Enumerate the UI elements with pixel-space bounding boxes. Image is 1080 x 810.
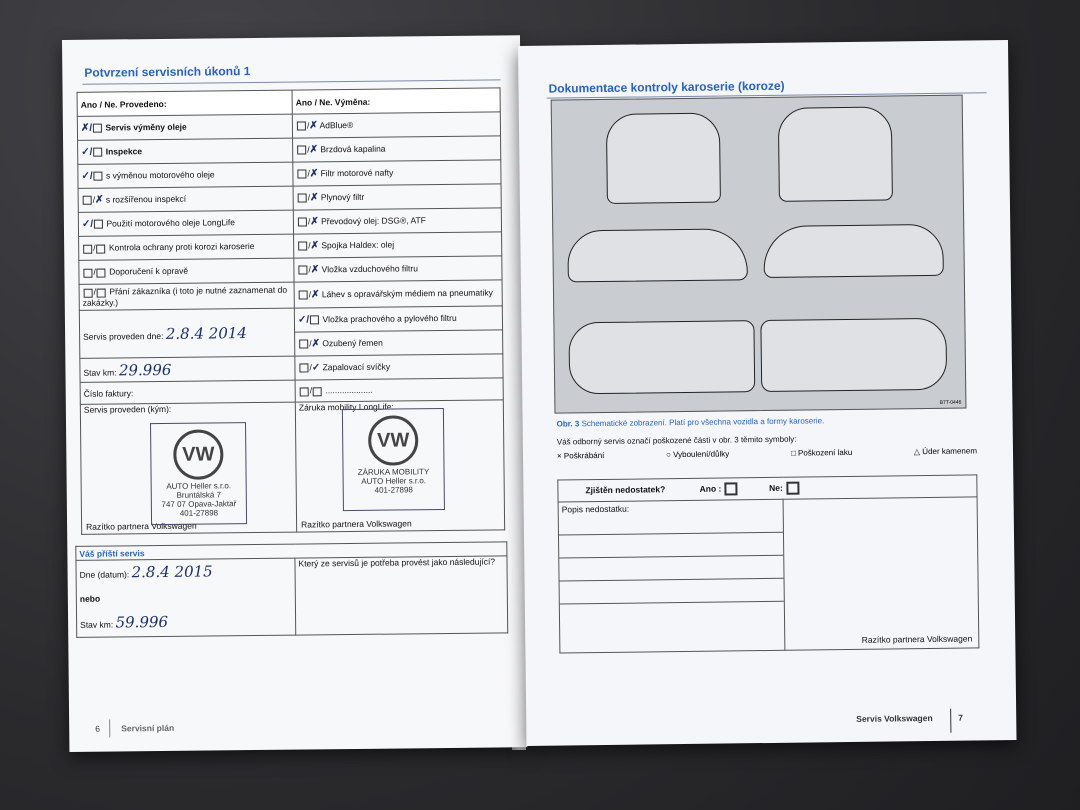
checkbox-icon xyxy=(84,288,93,297)
checkbox-icon xyxy=(299,340,308,349)
page-number: 7 xyxy=(958,712,964,723)
stamp-label: Razítko partnera Volkswagen xyxy=(301,518,412,530)
col1-header: Ano / Ne. Provedeno: xyxy=(77,90,292,116)
mobility-cell: Záruka mobility LongLife: Razítko partnera Volkswagen xyxy=(295,400,504,532)
title-rule xyxy=(82,79,500,84)
vw-logo-icon: VW xyxy=(368,415,419,466)
table-row[interactable]: /✗ s rozšířenou inspekcí xyxy=(78,186,293,212)
checkbox-icon xyxy=(83,244,92,253)
symbol-instructions: Váš odborný servis označí poškozené části v obr. 3 těmito symboly: xyxy=(556,434,797,447)
km-cell[interactable]: Stav km: 29.996 xyxy=(80,356,295,382)
cross-icon: ✗ xyxy=(309,120,318,132)
table-row[interactable]: /✗ Spojka Haldex: olej xyxy=(294,232,502,258)
checkbox-icon xyxy=(97,268,106,277)
stone-chip-symbol: △ Úder kamenem xyxy=(913,446,978,457)
car-underbody-view xyxy=(760,318,947,392)
table-row[interactable]: /✗ AdBlue® xyxy=(292,112,500,138)
checkbox-icon xyxy=(313,387,322,396)
car-top-view xyxy=(568,320,755,394)
table-row[interactable]: /✗ Ozubený řemen xyxy=(295,330,503,356)
serviced-by-cell: Servis proveden (kým): Razítko partnera Volkswagen xyxy=(80,402,296,534)
table-row[interactable]: /✗ Vložka vzduchového filtru xyxy=(294,256,502,282)
scratch-symbol: × Poškrábání xyxy=(556,450,605,461)
checkbox-icon xyxy=(298,266,307,275)
table-row[interactable]: /✗ Převodový olej: DSG®, ATF xyxy=(293,208,501,234)
checkbox-icon xyxy=(298,242,307,251)
next-service-fields[interactable]: Dne (datum): 2.8.4 2015 nebo Stav km: 59.996 xyxy=(76,558,296,637)
paint-damage-symbol: □ Poškození laku xyxy=(790,447,853,458)
next-date-value: 2.8.4 2015 xyxy=(131,562,213,582)
defect-question-row: Zjištěn nedostatek? Ano : Ne: xyxy=(558,475,977,502)
cross-icon: ✗ xyxy=(311,289,320,301)
km-value: 29.996 xyxy=(118,360,172,379)
checkbox-icon xyxy=(298,194,307,203)
table-row[interactable]: /✗ Láhev s opravářským médiem na pneumatiky xyxy=(294,280,502,308)
invoice-cell[interactable]: Číslo faktury: xyxy=(80,380,295,404)
page-number: 6 xyxy=(95,723,101,734)
checkbox-icon xyxy=(297,122,306,131)
table-row[interactable]: ✓/ s výměnou motorového oleje xyxy=(78,162,293,188)
page-title: Dokumentace kontroly karoserie (koroze) xyxy=(548,78,785,96)
checkbox-icon xyxy=(297,146,306,155)
checkbox-icon xyxy=(83,196,92,205)
checkmark-icon: ✓/ xyxy=(81,170,93,182)
footer-divider xyxy=(950,709,951,733)
table-row[interactable]: ✓/ Vložka prachového a pylového filtru xyxy=(294,306,502,332)
cross-icon: ✗ xyxy=(310,264,320,276)
left-page xyxy=(62,35,527,752)
table-row[interactable]: /✗ Filtr motorové nafty xyxy=(293,160,501,186)
stamp-label: Razítko partnera Volkswagen xyxy=(86,520,197,532)
next-question[interactable]: Který ze servisů je potřeba provést jako následující? xyxy=(295,556,508,635)
table-row[interactable]: / .................... xyxy=(295,378,503,402)
checkmark-icon: ✓/ xyxy=(81,146,93,158)
cross-icon: ✗ xyxy=(94,194,104,206)
checkbox-icon xyxy=(299,364,308,373)
next-km-value: 59.996 xyxy=(115,612,169,632)
checkbox-icon xyxy=(83,268,92,277)
footer-text: Servis Volkswagen xyxy=(856,712,933,724)
right-page xyxy=(518,40,1017,746)
checkbox-icon xyxy=(310,316,319,325)
cross-icon: ✗ xyxy=(311,338,321,350)
checkmark-icon: ✗/ xyxy=(80,122,93,134)
dent-symbol: ○ Vyboulení/důlky xyxy=(665,449,730,460)
col2-header: Ano / Ne. Výměna: xyxy=(292,88,500,114)
mobility-stamp: VW ZÁRUKA MOBILITY AUTO Heller s.r.o. 401-27898 xyxy=(342,408,445,511)
description-line xyxy=(560,578,784,604)
checkbox-icon xyxy=(94,220,103,229)
table-row[interactable]: /✗ Brzdová kapalina xyxy=(293,136,501,162)
next-service-table xyxy=(75,541,508,638)
cross-icon: ✗ xyxy=(309,168,319,180)
footer-divider xyxy=(109,720,110,738)
checkmark-icon: ✓/ xyxy=(297,314,310,326)
cross-icon: ✗ xyxy=(310,240,319,252)
table-row[interactable]: /✗ Plynový filtr xyxy=(293,184,501,210)
stamp-label: Razítko partnera Volkswagen xyxy=(861,633,973,645)
vw-logo-icon: VW xyxy=(173,429,224,480)
checkmark-icon: ✓/ xyxy=(81,218,94,230)
next-service-title: Váš příští servis xyxy=(76,542,507,561)
page-title: Potvrzení servisních úkonů 1 xyxy=(84,64,251,80)
car-front-view xyxy=(778,106,893,201)
checkbox-icon xyxy=(299,291,308,300)
car-diagram xyxy=(551,95,967,414)
table-row[interactable]: / Kontrola ochrany proti korozi karoserie xyxy=(79,234,294,260)
symbol-legend xyxy=(557,446,977,460)
table-row[interactable]: ✓/ Inspekce xyxy=(78,138,293,164)
checkbox-icon xyxy=(300,387,309,396)
yes-checkbox[interactable] xyxy=(725,482,738,495)
checkbox-icon xyxy=(97,244,106,253)
checkbox-icon xyxy=(94,172,103,181)
table-row[interactable]: /✓ Zapalovací svíčky xyxy=(295,354,503,380)
cross-icon: ✗ xyxy=(310,216,319,228)
car-right-side-view xyxy=(763,224,944,278)
stamp-cell xyxy=(783,497,979,650)
defect-description-cell[interactable]: Popis nedostatku: xyxy=(558,499,785,653)
figure-caption: Obr. 3 Schematické zobrazení. Platí pro všechna vozidla a formy karoserie. xyxy=(556,416,825,429)
no-checkbox[interactable] xyxy=(786,482,799,495)
description-line xyxy=(560,601,784,627)
cross-icon: ✗ xyxy=(309,144,318,156)
table-row[interactable]: ✗/ Servis výměny oleje xyxy=(77,114,292,140)
description-line xyxy=(559,555,783,581)
car-left-side-view xyxy=(567,228,748,282)
defect-table xyxy=(557,474,979,653)
dealer-stamp: VW AUTO Heller s.r.o. Bruntálská 7 747 07 Opava-Jaktař 401-27898 xyxy=(150,422,247,525)
table-row[interactable]: / Doporučení k opravě xyxy=(79,258,294,284)
footer-text: Servisní plán xyxy=(121,722,175,734)
car-rear-view xyxy=(606,113,721,204)
service-date-value: 2.8.4 2014 xyxy=(165,323,247,343)
table-row[interactable]: / Přání zákazníka (i toto je nutné zaznamenat do zakázky.) xyxy=(79,282,294,310)
checkbox-icon xyxy=(298,218,307,227)
checkmark-icon: ✓ xyxy=(311,362,321,374)
service-date-cell[interactable]: Servis proveden dne: 2.8.4 2014 xyxy=(79,308,294,358)
checkbox-icon xyxy=(297,170,306,179)
table-row[interactable]: ✓/ Použití motorového oleje LongLife xyxy=(78,210,293,236)
description-line xyxy=(559,532,783,558)
cross-icon: ✗ xyxy=(309,192,319,204)
checkbox-icon xyxy=(93,124,102,133)
checkbox-icon xyxy=(97,288,106,297)
checkbox-icon xyxy=(93,148,102,157)
diagram-code: B7T-0446 xyxy=(939,399,962,406)
